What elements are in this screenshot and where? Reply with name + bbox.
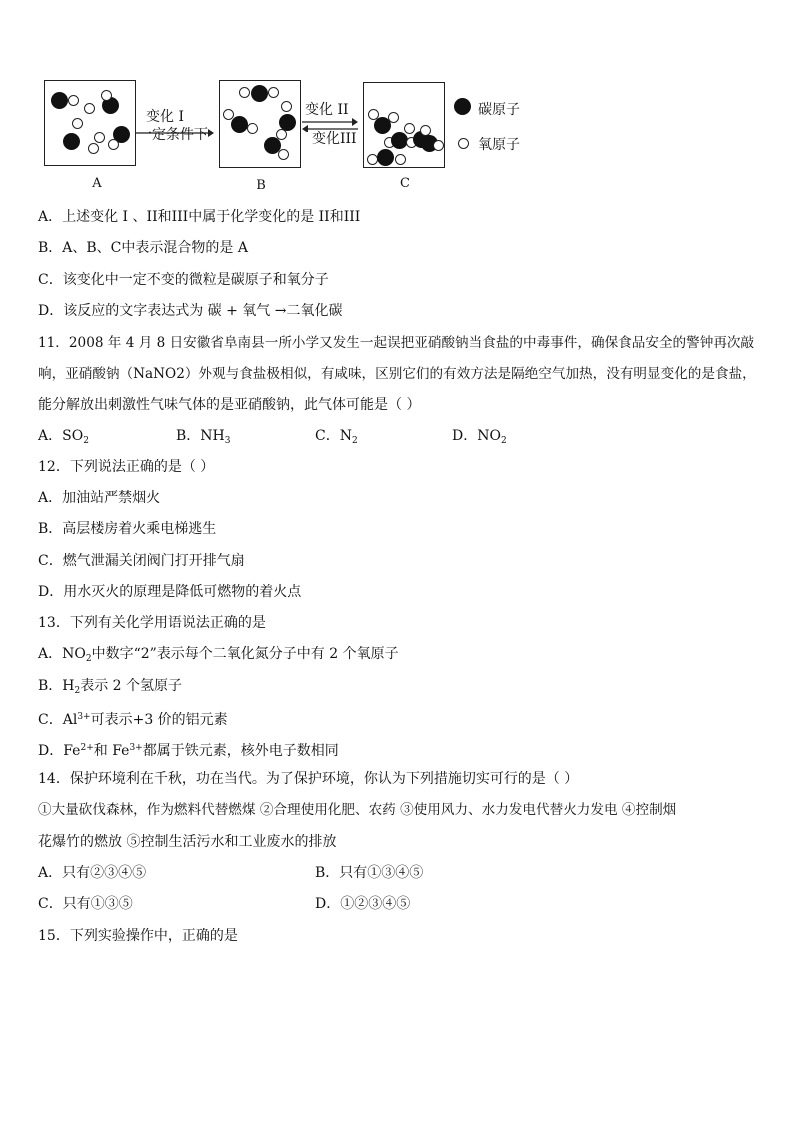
oxygen-atom: [268, 87, 279, 98]
q12-option-c: C．燃气泄漏关闭阀门打开排气扇: [38, 553, 245, 569]
q14-line-2: 花爆竹的燃放 ⑤控制生活污水和工业废水的排放: [38, 834, 337, 850]
carbon-atom: [63, 133, 80, 150]
q14-option-a: A．只有②③④⑤: [38, 865, 147, 881]
q11-line-2: 响，亚硝酸钠（NaNO2）外观与食盐极相似，有咸味，区别它们的有效方法是隔绝空气加热，没有明显变化的是食盐，: [38, 366, 756, 382]
q10-option-a: A．上述变化 I 、II和III中属于化学变化的是 II和III: [38, 209, 361, 225]
q10-option-b: B．A、B、C中表示混合物的是 A: [38, 240, 248, 256]
legend-oxygen-icon: [458, 138, 469, 149]
box-a: [44, 80, 136, 166]
legend-oxygen-label: 氧原子: [478, 137, 520, 153]
q14-option-b: B．只有①③④⑤: [315, 865, 424, 881]
q12-option-a: A．加油站严禁烟火: [38, 490, 161, 506]
q13-option-c: C．$Al^{3+}$可表示+3 价的铝元素: [38, 712, 228, 728]
molecule-diagram: [30, 72, 590, 202]
q12-stem: 12．下列说法正确的是（ ）: [38, 459, 215, 475]
q13-stem: 13．下列有关化学用语说法正确的是: [38, 615, 266, 631]
arrow1-label-top: 变化 I: [146, 109, 184, 125]
oxygen-atom: [239, 87, 250, 98]
oxygen-atom: [247, 123, 258, 134]
oxygen-atom: [101, 90, 112, 101]
q15-stem: 15．下列实验操作中，正确的是: [38, 928, 238, 944]
carbon-atom: [377, 149, 394, 166]
q13-option-b: B．$H_2$表示 2 个氢原子: [38, 678, 183, 696]
oxygen-atom: [278, 149, 289, 160]
q14-line-1: ①大量砍伐森林，作为燃料代替燃煤 ②合理使用化肥、农药 ③使用风力、水力发电代替火力发电 ④控制烟: [38, 802, 677, 818]
q11-line-1: 11．2008 年 4 月 8 日安徽省阜南县一所小学又发生一起误把亚硝酸钠当食盐的中毒事件，确保食品安全的警钟再次敲: [38, 335, 755, 351]
oxygen-atom: [395, 154, 406, 165]
oxygen-atom: [404, 123, 415, 134]
q13-option-d: D．$Fe^{2+}$和 $Fe^{3+}$都属于铁元素，核外电子数相同: [38, 743, 339, 759]
box-a-label: A: [92, 176, 102, 191]
box-c: [363, 82, 445, 168]
q14-option-c: C．只有①③⑤: [38, 896, 133, 912]
carbon-atom: [251, 85, 268, 102]
box-c-label: C: [400, 176, 410, 191]
q14-stem: 14．保护环境利在千秋，功在当代。为了保护环境，你认为下列措施切实可行的是（ ）: [38, 771, 579, 787]
oxygen-atom: [433, 140, 444, 151]
oxygen-atom: [72, 118, 83, 129]
q10-option-d: D．该反应的文字表达式为 碳 + 氧气 →二氧化碳: [38, 303, 343, 319]
carbon-atom: [51, 92, 68, 109]
q11-option-a: A．$SO_2$: [38, 428, 89, 446]
q11-option-c: C．$N_2$: [315, 428, 358, 446]
oxygen-atom: [68, 95, 79, 106]
carbon-atom: [231, 116, 248, 133]
oxygen-atom: [84, 103, 95, 114]
q13-option-a: A．$NO_2$中数字“2”表示每个二氧化氮分子中有 2 个氧原子: [38, 646, 399, 664]
oxygen-atom: [281, 101, 292, 112]
q11-option-d: D．$NO_2$: [452, 428, 507, 446]
box-b-label: B: [256, 178, 266, 193]
q12-option-d: D．用水灭火的原理是降低可燃物的着火点: [38, 584, 302, 600]
oxygen-atom: [108, 139, 119, 150]
arrow2-label-bottom: 变化III: [312, 131, 357, 147]
box-b: [219, 80, 301, 168]
q10-option-c: C．该变化中一定不变的微粒是碳原子和氧分子: [38, 272, 329, 288]
oxygen-atom: [88, 143, 99, 154]
q12-option-b: B．高层楼房着火乘电梯逃生: [38, 521, 217, 537]
legend-carbon-icon: [454, 98, 471, 115]
arrow2-label-top: 变化 II: [305, 102, 349, 118]
oxygen-atom: [388, 112, 399, 123]
oxygen-atom: [94, 132, 105, 143]
q14-option-d: D．①②③④⑤: [315, 896, 411, 912]
arrow1-label-bottom: 一定条件下: [138, 127, 208, 143]
legend-carbon-label: 碳原子: [478, 102, 520, 118]
q11-line-3: 能分解放出刺激性气味气体的是亚硝酸钠，此气体可能是（ ）: [38, 397, 421, 413]
q11-option-b: B．$NH_3$: [176, 428, 231, 446]
